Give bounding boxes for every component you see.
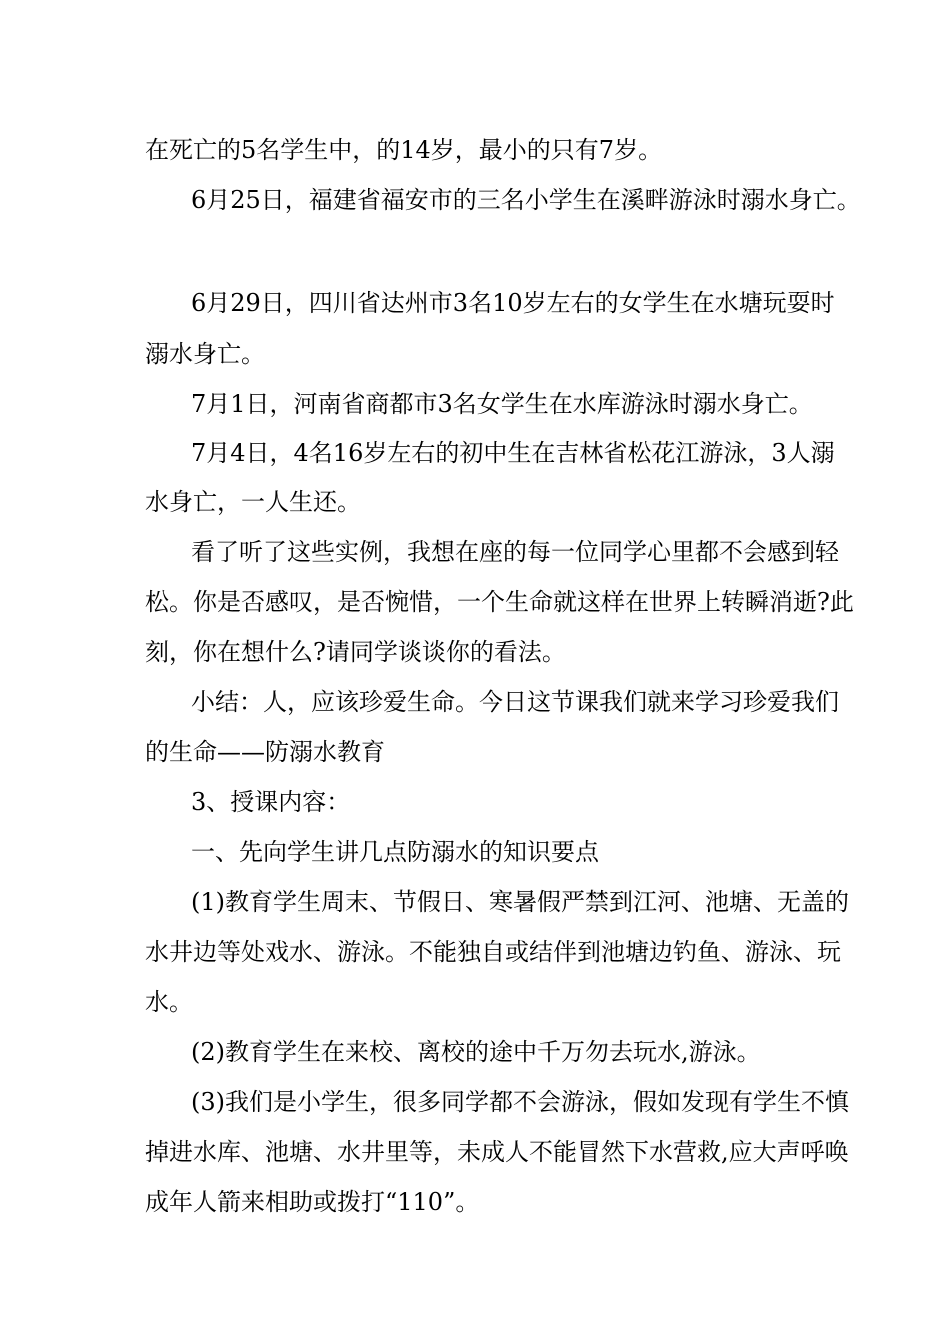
text-line: 一、先向学生讲几点防溺水的知识要点 <box>191 838 599 866</box>
text-line: 在死亡的5名学生中，的14岁，最小的只有7岁。 <box>145 136 663 164</box>
text-line: 掉进水库、池塘、水井里等，未成人不能冒然下水营救,应大声呼唤 <box>145 1138 849 1166</box>
text-line: 水。 <box>145 988 193 1016</box>
text-line: (1)教育学生周末、节假日、寒暑假严禁到江河、池塘、无盖的 <box>191 888 849 916</box>
text-line: 3、授课内容： <box>191 788 351 816</box>
text-line: 7月1日，河南省商都市3名女学生在水库游泳时溺水身亡。 <box>191 390 813 418</box>
text-line: 看了听了这些实例，我想在座的每一位同学心里都不会感到轻 <box>191 538 839 566</box>
text-line: 7月4日，4名16岁左右的初中生在吉林省松花江游泳，3人溺 <box>191 439 835 467</box>
text-line: 的生命——防溺水教育 <box>145 738 385 766</box>
text-line: 水身亡，一人生还。 <box>145 488 361 516</box>
text-line: (2)教育学生在来校、离校的途中千万勿去玩水,游泳。 <box>191 1038 761 1066</box>
text-line: 6月29日，四川省达州市3名10岁左右的女学生在水塘玩耍时 <box>191 289 835 317</box>
text-line: (3)我们是小学生，很多同学都不会游泳，假如发现有学生不慎 <box>191 1088 849 1116</box>
text-line: 松。你是否感叹，是否惋惜，一个生命就这样在世界上转瞬消逝?此 <box>145 588 854 616</box>
text-line: 成年人箭来相助或拨打“110”。 <box>145 1188 480 1216</box>
text-line: 6月25日，福建省福安市的三名小学生在溪畔游泳时溺水身亡。 <box>191 186 861 214</box>
text-line: 小结：人，应该珍爱生命。今日这节课我们就来学习珍爱我们 <box>191 688 839 716</box>
text-line: 刻，你在想什么?请同学谈谈你的看法。 <box>145 638 566 666</box>
text-line: 水井边等处戏水、游泳。不能独自或结伴到池塘边钓鱼、游泳、玩 <box>145 938 841 966</box>
text-line: 溺水身亡。 <box>145 340 265 368</box>
